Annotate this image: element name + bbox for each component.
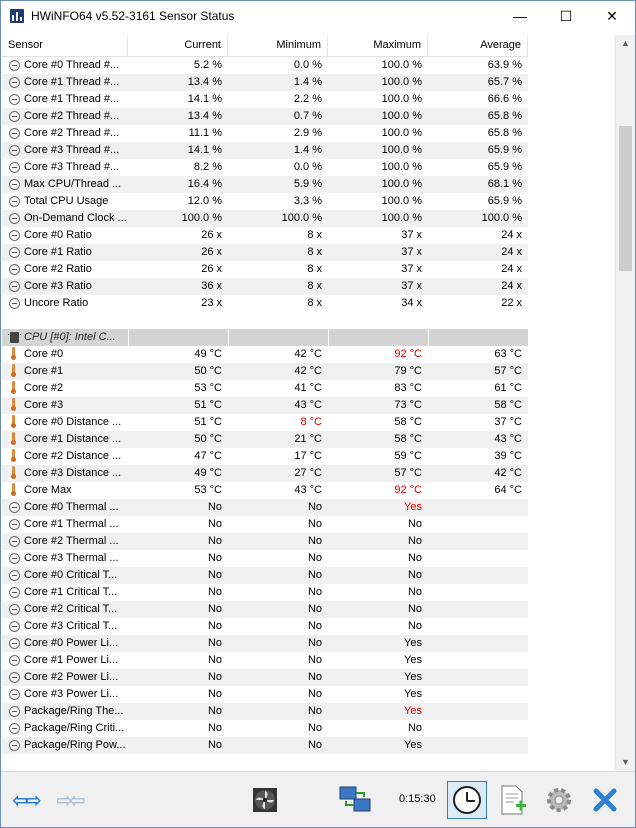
title-bar[interactable]	[1, 1, 635, 31]
maximum-value: 92 °C	[394, 348, 422, 360]
current-value: 47 °C	[194, 450, 222, 462]
minimum-value: 8 x	[307, 263, 322, 275]
current-value: No	[207, 654, 222, 666]
current-value: No	[207, 569, 222, 581]
sensor-name: Core #0 Thermal ...	[24, 501, 119, 513]
sensor-name: Core #1	[24, 365, 64, 377]
maximum-value: 92 °C	[394, 484, 422, 496]
table-row[interactable]	[2, 91, 528, 108]
maximum-value: 100.0 %	[381, 76, 422, 88]
table-row[interactable]	[2, 414, 528, 431]
sensor-name: Core #0 Critical T...	[24, 569, 118, 581]
maximum-value: No	[407, 569, 422, 581]
maximum-value: Yes	[404, 654, 422, 666]
minimum-value: 21 °C	[294, 433, 322, 445]
current-value: No	[207, 501, 222, 513]
average-value: 24 x	[501, 280, 522, 292]
table-row[interactable]	[2, 584, 528, 601]
sensor-name: Core #1 Power Li...	[24, 654, 119, 666]
average-value	[428, 720, 528, 737]
minimum-value: 8 x	[307, 297, 322, 309]
sensor-name: Core #3	[24, 399, 64, 411]
sensor-name: Core #1 Thread #...	[24, 93, 120, 105]
maximum-value: No	[407, 722, 422, 734]
minimum-value: 42 °C	[294, 365, 322, 377]
current-value: 16.4 %	[187, 178, 222, 190]
sensor-name: Uncore Ratio	[24, 297, 89, 309]
sensor-table	[2, 57, 528, 769]
table-row[interactable]	[2, 635, 528, 652]
minimum-value: No	[307, 705, 322, 717]
current-value: 8.2 %	[193, 161, 222, 173]
gear-icon	[544, 785, 574, 815]
current-value: No	[207, 722, 222, 734]
sensor-name: Core #1 Thread #...	[24, 76, 120, 88]
column-separator	[328, 329, 329, 346]
maximum-value: No	[407, 518, 422, 530]
average-value: 68.1 %	[487, 178, 522, 190]
scrollbar-thumb[interactable]	[619, 126, 632, 271]
minimum-value: 8 x	[307, 280, 322, 292]
current-value: 14.1 %	[187, 144, 222, 156]
table-row[interactable]	[2, 448, 528, 465]
current-value: 36 x	[201, 280, 222, 292]
current-value: No	[207, 688, 222, 700]
sensor-name: Core #3 Critical T...	[24, 620, 118, 632]
current-value: 53 °C	[194, 484, 222, 496]
current-value: No	[207, 671, 222, 683]
average-value: 39 °C	[494, 450, 522, 462]
sensor-name: Core #0 Ratio	[24, 229, 92, 241]
vertical-scrollbar[interactable]	[615, 35, 635, 771]
sensor-name: Core #2 Thermal ...	[24, 535, 119, 547]
scroll-up-arrow-icon[interactable]: ▲	[621, 38, 630, 48]
average-value: 58 °C	[494, 399, 522, 411]
minimum-value: No	[307, 722, 322, 734]
minimum-value: 0.0 %	[293, 59, 322, 71]
column-header-current[interactable]: Current	[128, 35, 228, 56]
fan-control-button[interactable]	[245, 781, 285, 819]
average-value: 65.9 %	[487, 144, 522, 156]
minimum-value: No	[307, 501, 322, 513]
elapsed-time-label: 0:15:30	[399, 793, 436, 805]
average-value: 65.9 %	[487, 161, 522, 173]
maximum-value: Yes	[404, 688, 422, 700]
sensor-name: Core #0	[24, 348, 64, 360]
current-value: No	[207, 552, 222, 564]
sensor-name: Core #2	[24, 382, 64, 394]
table-row[interactable]	[2, 567, 528, 584]
table-row[interactable]	[2, 720, 528, 737]
table-row[interactable]	[2, 618, 528, 635]
average-value	[428, 618, 528, 635]
minimum-value: No	[307, 535, 322, 547]
average-value: 64 °C	[494, 484, 522, 496]
maximum-value: 58 °C	[394, 416, 422, 428]
fan-icon	[252, 787, 278, 813]
maximum-value: Yes	[404, 637, 422, 649]
minimum-value: 42 °C	[294, 348, 322, 360]
sensor-name: Core #2 Critical T...	[24, 603, 118, 615]
current-value: No	[207, 535, 222, 547]
sensor-name: Core #3 Distance ...	[24, 467, 122, 479]
current-value: 49 °C	[194, 467, 222, 479]
table-row[interactable]	[2, 652, 528, 669]
current-value: No	[207, 518, 222, 530]
maximize-button[interactable]: ☐	[559, 7, 573, 24]
minimum-value: 3.3 %	[293, 195, 322, 207]
current-value: 26 x	[201, 229, 222, 241]
maximum-value: 57 °C	[394, 467, 422, 479]
minimum-value: 17 °C	[294, 450, 322, 462]
minimum-value: No	[307, 739, 322, 751]
navigate-left-right-button[interactable]	[5, 781, 45, 819]
current-value: 50 °C	[194, 365, 222, 377]
add-log-file-icon	[498, 784, 528, 816]
sensor-name: Core #2 Power Li...	[24, 671, 119, 683]
average-value	[428, 703, 528, 720]
maximum-value: 79 °C	[394, 365, 422, 377]
current-value: 23 x	[201, 297, 222, 309]
maximum-value: No	[407, 586, 422, 598]
column-separator	[428, 329, 429, 346]
maximum-value: 100.0 %	[381, 161, 422, 173]
computers-network-icon	[338, 785, 372, 815]
average-value: 63.9 %	[487, 59, 522, 71]
maximum-value: 100.0 %	[381, 178, 422, 190]
average-value: 63 °C	[494, 348, 522, 360]
navigate-disabled-button[interactable]	[49, 781, 89, 819]
minimum-value: 43 °C	[294, 399, 322, 411]
maximum-value: 100.0 %	[381, 127, 422, 139]
table-row[interactable]	[2, 516, 528, 533]
bottom-toolbar	[1, 771, 635, 828]
column-header-sensor[interactable]: Sensor	[2, 35, 128, 56]
table-row[interactable]	[2, 380, 528, 397]
settings-button[interactable]	[539, 781, 579, 819]
current-value: 26 x	[201, 246, 222, 258]
maximum-value: 37 x	[401, 229, 422, 241]
sensor-name: Core #2 Ratio	[24, 263, 92, 275]
maximum-value: 34 x	[401, 297, 422, 309]
column-header-average[interactable]: Average	[428, 35, 528, 56]
average-value: 65.7 %	[487, 76, 522, 88]
double-arrow-disabled-icon: ⇨⇦	[56, 789, 82, 812]
sensor-name: Core #0 Distance ...	[24, 416, 122, 428]
average-value: 37 °C	[494, 416, 522, 428]
table-row[interactable]	[2, 482, 528, 499]
maximum-value: Yes	[404, 739, 422, 751]
logging-start-button[interactable]	[493, 781, 533, 819]
current-value: 49 °C	[194, 348, 222, 360]
network-sharing-button[interactable]	[335, 781, 375, 819]
table-row[interactable]	[2, 74, 528, 91]
table-row[interactable]	[2, 533, 528, 550]
table-row[interactable]	[2, 108, 528, 125]
minimize-button[interactable]: —	[513, 8, 527, 24]
sensor-name: Core #2 Thread #...	[24, 127, 120, 139]
minimum-value: No	[307, 586, 322, 598]
current-value: 26 x	[201, 263, 222, 275]
current-value: 100.0 %	[181, 212, 222, 224]
sensor-name: Total CPU Usage	[24, 195, 109, 207]
current-value: No	[207, 586, 222, 598]
minimum-value: 1.4 %	[293, 76, 322, 88]
minimum-value: No	[307, 671, 322, 683]
current-value: No	[207, 620, 222, 632]
table-row[interactable]	[2, 703, 528, 720]
current-value: 5.2 %	[193, 59, 222, 71]
average-value	[428, 669, 528, 686]
table-row[interactable]	[2, 465, 528, 482]
current-value: No	[207, 637, 222, 649]
maximum-value: Yes	[404, 501, 422, 513]
average-value: 24 x	[501, 229, 522, 241]
maximum-value: 100.0 %	[381, 59, 422, 71]
current-value: 13.4 %	[187, 76, 222, 88]
minimum-value: No	[307, 637, 322, 649]
scroll-down-arrow-icon[interactable]: ▼	[621, 757, 630, 767]
average-value: 42 °C	[494, 467, 522, 479]
column-separator	[128, 329, 129, 346]
table-row[interactable]	[2, 142, 528, 159]
table-row[interactable]	[2, 159, 528, 176]
sensor-name: Core #0 Power Li...	[24, 637, 119, 649]
minimum-value: 2.9 %	[293, 127, 322, 139]
group-label: CPU [#0]: Intel C...	[24, 331, 116, 343]
maximum-value: 100.0 %	[381, 93, 422, 105]
sensor-name: Core #2 Thread #...	[24, 110, 120, 122]
maximum-value: Yes	[404, 671, 422, 683]
table-row[interactable]	[2, 244, 528, 261]
current-value: 14.1 %	[187, 93, 222, 105]
table-row[interactable]	[2, 176, 528, 193]
minimum-value: 5.9 %	[293, 178, 322, 190]
maximum-value: 73 °C	[394, 399, 422, 411]
maximum-value: 83 °C	[394, 382, 422, 394]
average-value	[428, 533, 528, 550]
maximum-value: 37 x	[401, 280, 422, 292]
table-row[interactable]	[2, 295, 528, 312]
minimum-value: 0.7 %	[293, 110, 322, 122]
sensor-name: Core #3 Power Li...	[24, 688, 119, 700]
average-value: 65.8 %	[487, 110, 522, 122]
minimum-value: No	[307, 518, 322, 530]
table-row[interactable]	[2, 499, 528, 516]
current-value: 13.4 %	[187, 110, 222, 122]
table-row[interactable]	[2, 346, 528, 363]
current-value: 51 °C	[194, 416, 222, 428]
sensor-name: Core #3 Ratio	[24, 280, 92, 292]
close-sensors-button[interactable]	[585, 781, 625, 819]
table-row[interactable]	[2, 363, 528, 380]
maximum-value: 100.0 %	[381, 212, 422, 224]
table-row[interactable]	[2, 278, 528, 295]
column-header-row	[2, 35, 528, 57]
maximum-value: 37 x	[401, 263, 422, 275]
maximum-value: 100.0 %	[381, 110, 422, 122]
average-value	[428, 635, 528, 652]
sensor-name: Core #3 Thread #...	[24, 161, 120, 173]
current-value: 11.1 %	[188, 127, 222, 139]
maximum-value: No	[407, 620, 422, 632]
table-row[interactable]	[2, 193, 528, 210]
average-value: 24 x	[501, 263, 522, 275]
average-value	[428, 652, 528, 669]
minimum-value: 8 x	[307, 246, 322, 258]
maximum-value: 37 x	[401, 246, 422, 258]
table-row[interactable]	[2, 550, 528, 567]
hwinfo-app-icon	[10, 9, 24, 23]
minimum-value: 1.4 %	[293, 144, 322, 156]
current-value: 12.0 %	[187, 195, 222, 207]
minimum-value: No	[307, 552, 322, 564]
sensor-name: Core Max	[24, 484, 72, 496]
sensor-name: On-Demand Clock ...	[24, 212, 127, 224]
average-value: 65.8 %	[487, 127, 522, 139]
minimum-value: 0.0 %	[293, 161, 322, 173]
sensor-name: Core #1 Ratio	[24, 246, 92, 258]
sensor-name: Package/Ring Criti...	[24, 722, 125, 734]
minimum-value: No	[307, 620, 322, 632]
sensor-name: Core #1 Thermal ...	[24, 518, 119, 530]
current-value: No	[207, 705, 222, 717]
table-row[interactable]	[2, 57, 528, 74]
column-separator	[228, 329, 229, 346]
current-value: 50 °C	[194, 433, 222, 445]
average-value	[428, 737, 528, 754]
table-row[interactable]	[2, 261, 528, 278]
table-row[interactable]	[2, 227, 528, 244]
minimum-value: 41 °C	[294, 382, 322, 394]
minimum-value: 2.2 %	[293, 93, 322, 105]
current-value: 53 °C	[194, 382, 222, 394]
sensor-name: Package/Ring Pow...	[24, 739, 126, 751]
average-value: 100.0 %	[481, 212, 522, 224]
minimum-value: No	[307, 654, 322, 666]
minimum-value: No	[307, 688, 322, 700]
table-row[interactable]	[2, 686, 528, 703]
maximum-value: 100.0 %	[381, 195, 422, 207]
average-value	[428, 550, 528, 567]
minimum-value: 100.0 %	[281, 212, 322, 224]
average-value: 24 x	[501, 246, 522, 258]
average-value: 57 °C	[494, 365, 522, 377]
sensor-name: Core #3 Thermal ...	[24, 552, 119, 564]
table-row[interactable]	[2, 669, 528, 686]
minimum-value: 8 x	[307, 229, 322, 241]
clock-icon	[453, 786, 481, 814]
maximum-value: No	[407, 535, 422, 547]
sensor-name: Max CPU/Thread ...	[24, 178, 122, 190]
maximum-value: 59 °C	[394, 450, 422, 462]
column-header-maximum[interactable]: Maximum	[328, 35, 428, 56]
current-value: No	[207, 739, 222, 751]
maximum-value: No	[407, 603, 422, 615]
minimum-value: No	[307, 603, 322, 615]
average-value	[428, 686, 528, 703]
average-value	[428, 567, 528, 584]
table-spacer-row	[2, 312, 528, 329]
sensor-name: Core #3 Thread #...	[24, 144, 120, 156]
close-window-button[interactable]: ✕	[606, 7, 618, 24]
average-value: 65.9 %	[487, 195, 522, 207]
table-row[interactable]	[2, 737, 528, 754]
sensor-name: Core #0 Thread #...	[24, 59, 120, 71]
average-value: 43 °C	[494, 433, 522, 445]
minimum-value: 8 °C	[300, 416, 322, 428]
average-value: 22 x	[501, 297, 522, 309]
average-value	[428, 516, 528, 533]
average-value	[428, 601, 528, 618]
close-x-icon	[592, 787, 618, 813]
table-row[interactable]	[2, 601, 528, 618]
current-value: No	[207, 603, 222, 615]
reset-timer-button[interactable]	[447, 781, 487, 819]
current-value: 51 °C	[194, 399, 222, 411]
sensor-group-header[interactable]	[2, 329, 528, 346]
column-header-minimum[interactable]: Minimum	[228, 35, 328, 56]
maximum-value: 58 °C	[394, 433, 422, 445]
window-title: HWiNFO64 v5.52-3161 Sensor Status	[31, 9, 235, 23]
table-row[interactable]	[2, 431, 528, 448]
average-value: 61 °C	[494, 382, 522, 394]
table-row[interactable]	[2, 210, 528, 227]
table-row[interactable]	[2, 397, 528, 414]
sensor-name: Package/Ring The...	[24, 705, 124, 717]
double-arrow-icon: ⇦⇨	[12, 789, 38, 812]
maximum-value: No	[407, 552, 422, 564]
average-value	[428, 499, 528, 516]
sensor-name: Core #2 Distance ...	[24, 450, 122, 462]
maximum-value: 100.0 %	[381, 144, 422, 156]
sensor-name: Core #1 Critical T...	[24, 586, 118, 598]
average-value: 66.6 %	[487, 93, 522, 105]
average-value	[428, 584, 528, 601]
minimum-value: 27 °C	[294, 467, 322, 479]
maximum-value: Yes	[404, 705, 422, 717]
sensor-name: Core #1 Distance ...	[24, 433, 122, 445]
minimum-value: No	[307, 569, 322, 581]
minimum-value: 43 °C	[294, 484, 322, 496]
table-row[interactable]	[2, 125, 528, 142]
